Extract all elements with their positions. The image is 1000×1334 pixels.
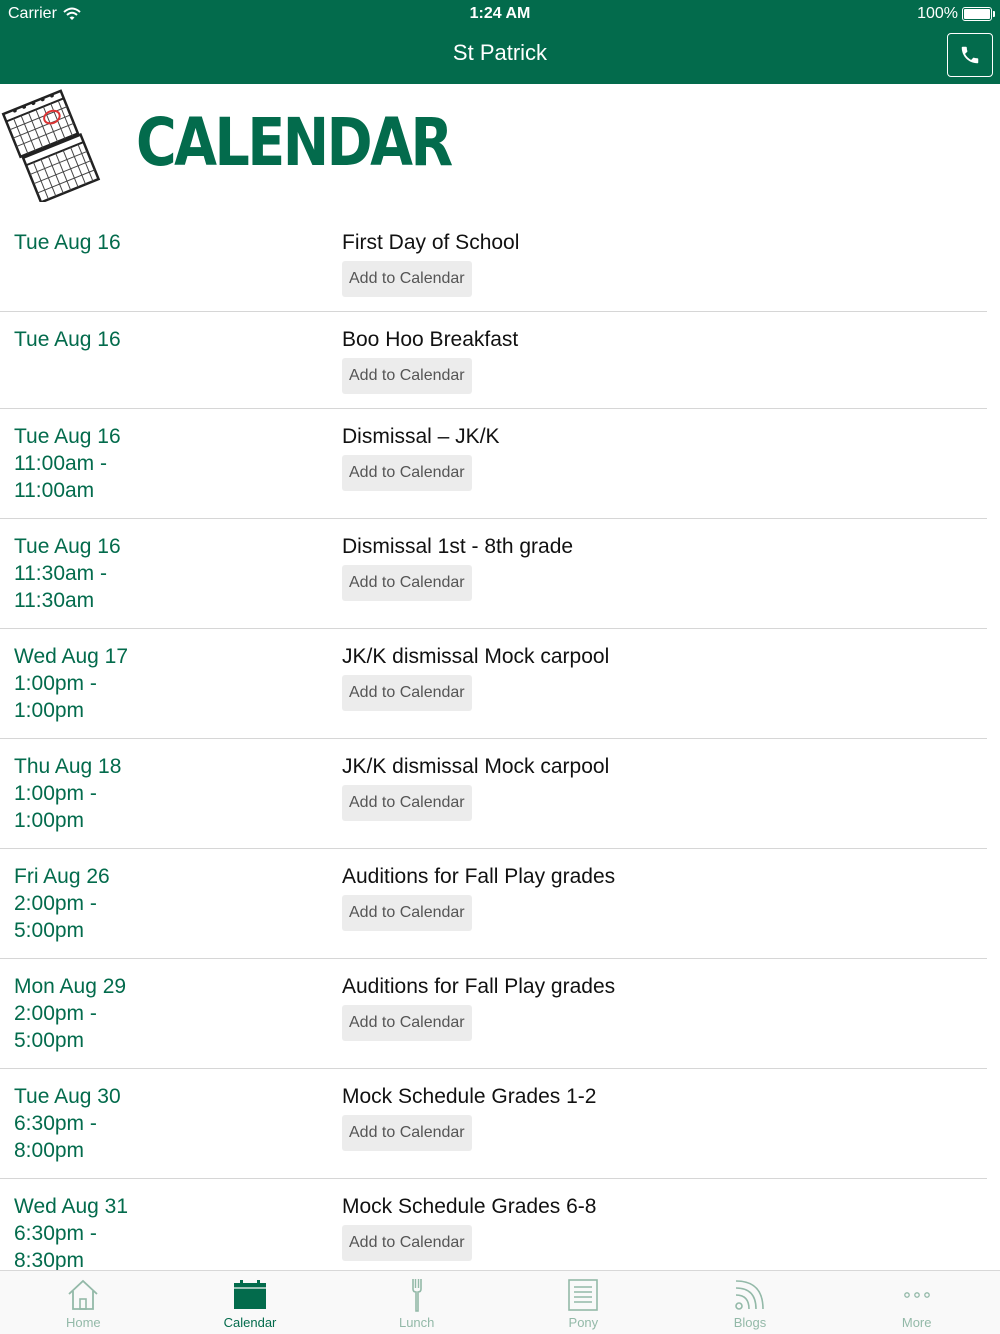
add-to-calendar-button[interactable]: Add to Calendar xyxy=(342,675,472,711)
add-to-calendar-button[interactable]: Add to Calendar xyxy=(342,895,472,931)
add-to-calendar-button[interactable]: Add to Calendar xyxy=(342,261,472,297)
event-title: Auditions for Fall Play grades xyxy=(342,865,616,888)
add-to-calendar-button[interactable]: Add to Calendar xyxy=(342,785,472,821)
call-button[interactable] xyxy=(947,33,993,77)
battery-percent: 100% xyxy=(917,5,958,22)
battery-indicator xyxy=(917,5,992,23)
tab-label: Calendar xyxy=(223,1315,277,1330)
tab-more[interactable] xyxy=(833,1271,1000,1334)
carrier-label: Carrier xyxy=(8,5,57,22)
rss-icon xyxy=(732,1277,768,1313)
page-title: St Patrick xyxy=(452,40,548,65)
event-title: First Day of School xyxy=(342,231,520,254)
tab-label: Lunch xyxy=(398,1315,435,1330)
navigation-bar xyxy=(0,0,1000,84)
tab-pony[interactable] xyxy=(500,1271,667,1334)
event-date: Tue Aug 16 11:00am - 11:00am xyxy=(14,425,121,502)
fork-icon xyxy=(399,1277,435,1313)
event-title: Mock Schedule Grades 1-2 xyxy=(342,1085,597,1108)
tab-label: Pony xyxy=(568,1315,599,1330)
calendar-heading: CALENDAR xyxy=(136,104,451,181)
tab-home[interactable] xyxy=(0,1271,167,1334)
battery-icon xyxy=(962,7,992,21)
event-title: JK/K dismissal Mock carpool xyxy=(342,755,610,778)
calendar-icon xyxy=(232,1277,268,1313)
event-date: Wed Aug 17 1:00pm - 1:00pm xyxy=(14,645,129,722)
event-row xyxy=(0,519,987,629)
event-row xyxy=(0,312,987,409)
add-to-calendar-button[interactable]: Add to Calendar xyxy=(342,1005,472,1041)
event-list xyxy=(0,215,1000,1270)
add-to-calendar-button[interactable]: Add to Calendar xyxy=(342,565,472,601)
event-date: Mon Aug 29 2:00pm - 5:00pm xyxy=(14,975,127,1052)
event-row xyxy=(0,1179,987,1270)
home-icon xyxy=(65,1277,101,1313)
event-row xyxy=(0,739,987,849)
event-title: Dismissal – JK/K xyxy=(342,425,500,448)
add-to-calendar-button[interactable]: Add to Calendar xyxy=(342,1115,472,1151)
calendar-illustration-icon xyxy=(0,84,105,202)
event-title: Mock Schedule Grades 6-8 xyxy=(342,1195,597,1218)
event-row xyxy=(0,215,987,312)
tab-calendar[interactable] xyxy=(167,1271,334,1334)
event-row xyxy=(0,1069,987,1179)
event-date: Tue Aug 16 11:30am - 11:30am xyxy=(14,535,121,612)
event-date: Fri Aug 26 2:00pm - 5:00pm xyxy=(14,865,110,942)
status-time: 1:24 AM xyxy=(469,5,531,22)
add-to-calendar-button[interactable]: Add to Calendar xyxy=(342,1225,472,1261)
event-title: JK/K dismissal Mock carpool xyxy=(342,645,610,668)
phone-icon xyxy=(959,44,981,66)
calendar-header xyxy=(0,84,1000,204)
tab-label: More xyxy=(901,1315,932,1330)
event-row xyxy=(0,849,987,959)
event-row xyxy=(0,629,987,739)
tab-blogs[interactable] xyxy=(667,1271,834,1334)
event-date: Tue Aug 16 xyxy=(14,231,121,254)
status-bar xyxy=(0,0,1000,28)
tab-label: Home xyxy=(65,1315,101,1330)
more-icon xyxy=(899,1277,935,1313)
add-to-calendar-button[interactable]: Add to Calendar xyxy=(342,455,472,491)
event-row xyxy=(0,959,987,1069)
event-date: Tue Aug 30 6:30pm - 8:00pm xyxy=(14,1085,121,1162)
event-row xyxy=(0,409,987,519)
event-date: Thu Aug 18 1:00pm - 1:00pm xyxy=(14,755,122,832)
document-icon xyxy=(565,1277,601,1313)
add-to-calendar-button[interactable]: Add to Calendar xyxy=(342,358,472,394)
tab-label: Blogs xyxy=(733,1315,767,1330)
event-title: Dismissal 1st - 8th grade xyxy=(342,535,574,558)
event-title: Auditions for Fall Play grades xyxy=(342,975,616,998)
event-date: Tue Aug 16 xyxy=(14,328,121,351)
event-date: Wed Aug 31 6:30pm - 8:30pm xyxy=(14,1195,129,1270)
tab-lunch[interactable] xyxy=(333,1271,500,1334)
tab-bar xyxy=(0,1270,1000,1334)
event-title: Boo Hoo Breakfast xyxy=(342,328,519,351)
